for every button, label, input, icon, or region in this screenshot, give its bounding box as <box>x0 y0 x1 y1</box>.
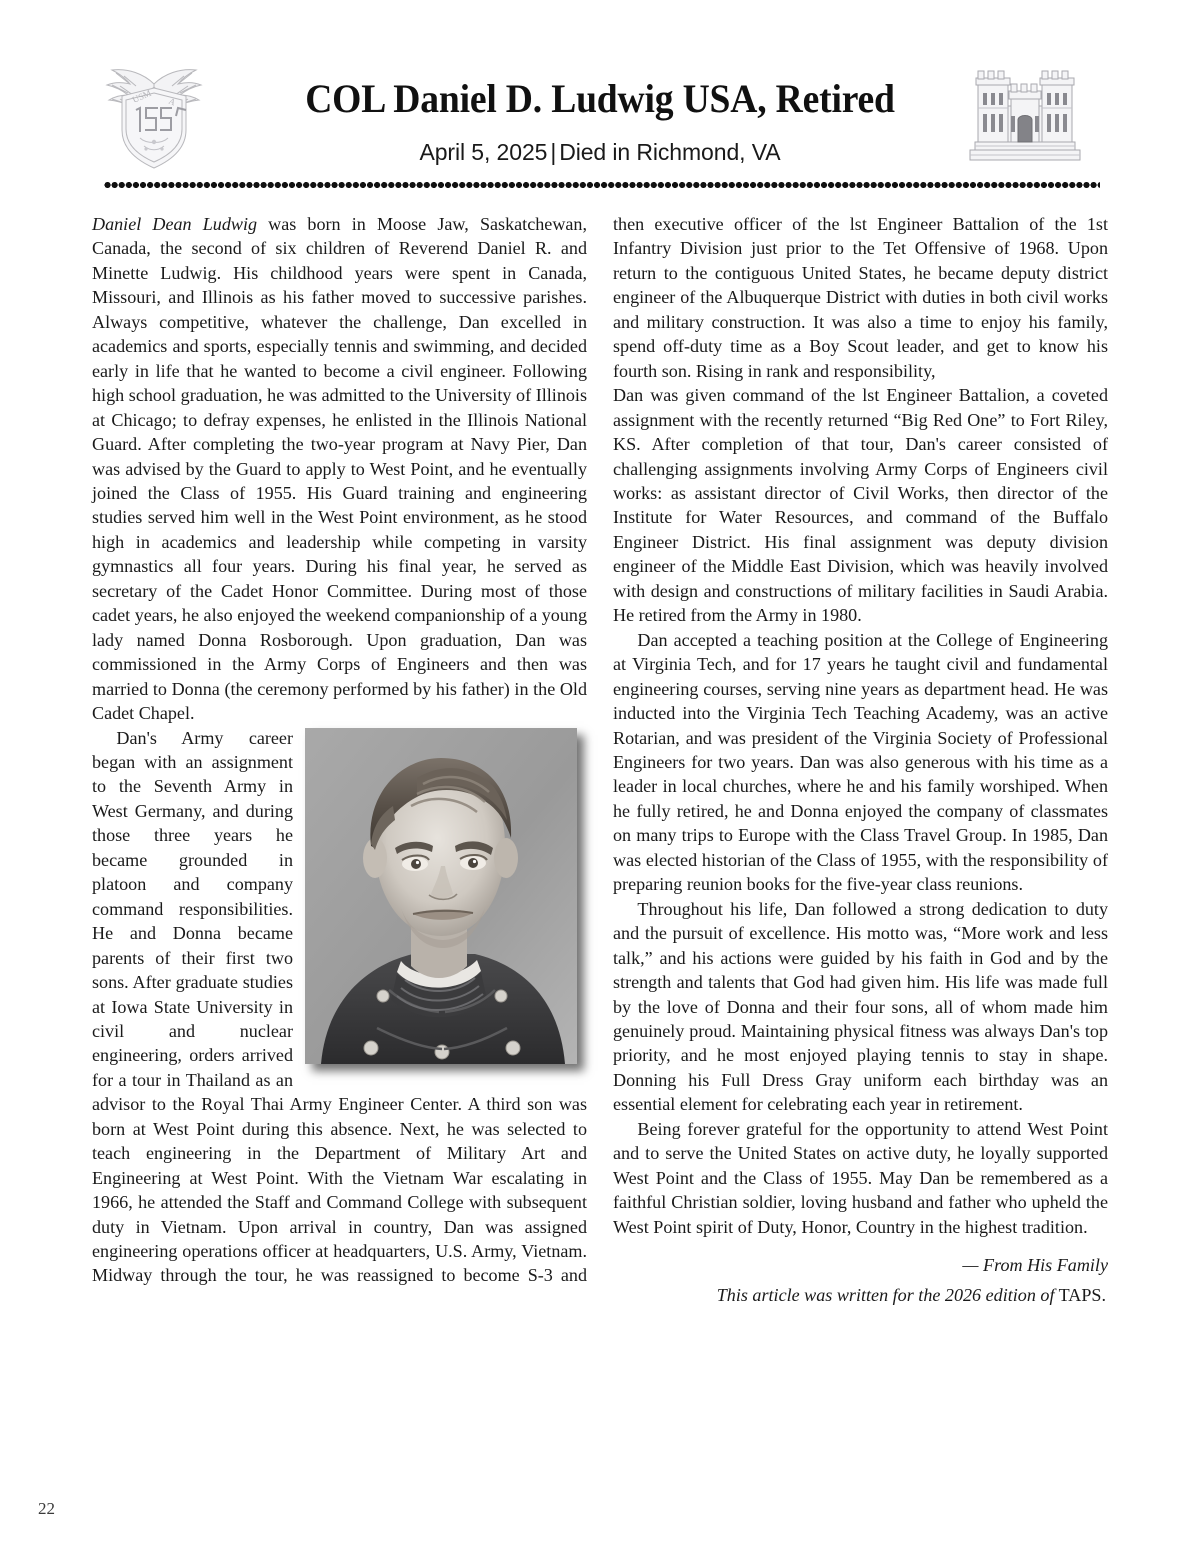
header-divider <box>104 182 1100 188</box>
article-paragraph-1-text: was born in Moose Jaw, Saskatchewan, Canada, the second of six children of Reverend Daniel R. and Minette Ludwig. His childhood years were spent in Canada, Missouri, and Illinois as his father moved to successive parishes. Always competitive, whatever the challenge, Dan excelled in academics and sports, especially tennis and swimming, and decided early in life that he wanted to become a civil engineer. Following high school graduation, he was admitted to the University of Illinois at Chicago; to defray expenses, he enlisted in the Illinois National Guard. After completing the two-year program at Navy Pier, Dan was advised by the Guard to apply to West Point, and he eventually joined the Class of 1955. His Guard training and engineering studies served him well in the West Point environment, as he stood high in academics and leadership while competing in varsity gymnastics all four years. During his final year, he served as secretary of the Cadet Honor Committee. During most of those cadet years, he also enjoyed the weekend companionship of a young lady named Donna Rosborough. Upon graduation, Dan was commissioned in the Army Corps of Engineers and then was married to Donna (the ceremony performed by his father) in the Old Cadet Chapel. <box>92 214 587 724</box>
usma-class-1955-crest-icon <box>100 54 208 172</box>
article-paragraph-2: Dan's Army career began with an assignment to the Seventh Army in West Germany, and during those three years he became grounded in platoon and company command responsibilities. He and Donna became parents of their first two sons. After graduate studies at Iowa State University in civil and nuclear engineering, orders arrived for a tour in Thailand as an advisor to the Royal Thai Army Engineer Center. A third son was born at West Point during this absence. Next, he was selected to teach engineering in the Department of Military Art and Engineering at West Point. With the Vietnam War escalating in 1966, he attended the Staff and Command College with subsequent duty in Vietnam. Upon arrival in country, Dan was assigned engineering operations officer at headquarters, U.S. Army, Vietnam. Midway through the tour, he was reassigned to become S-3 and then executive officer of the lst Engineer Battalion of the 1st Infantry Division just prior to the Tet Offensive of 1968. Upon return to the contiguous United States, he became deputy district engineer of the Albuquerque District with duties in both civil works and military construction. It was also a time to enjoy his family, spend off-duty time as a Boy Scout leader, and get to know his fourth son. Rising in rank and responsibility, <box>92 214 1108 1286</box>
subtitle-separator: | <box>550 139 557 165</box>
subject-name: Daniel Dean Ludwig <box>92 214 258 234</box>
obituary-article <box>92 212 1108 1312</box>
article-paragraph-5: Throughout his life, Dan followed a strong dedication to duty and the pursuit of excellence. His motto was, “More work and less talk,” and his actions were guided by his faith in God and by the strength and talents that God had given him. His life was made full by the love of Donna and their four sons, all of whom made him genuinely proud. Maintaining physical fitness was always Dan's top priority, and he most enjoyed playing tennis to stay in shape. Donning his Full Dress Gray uniform each birthday was an essential element for celebrating each year in retirement. <box>613 898 1108 1115</box>
page-number: 22 <box>38 1499 55 1518</box>
article-byline: — From His Family <box>962 1255 1108 1276</box>
article-paragraph-3: Dan was given command of the lst Engineer Battalion, a coveted assignment with the recently returned “Big Red One” to Fort Riley, KS. After completion of that tour, Dan's career consisted of challenging assignments involving Army Corps of Engineers civil works: as assistant director of Civil Works, then director of the Institute for Water Resources, and command of the Buffalo Engineer District. His final assignment was deputy division engineer of the Middle East Division, which was heavily involved with design and constructions of military facilities in Saudi Arabia. He retired from the Army in 1980. <box>613 385 1108 626</box>
death-location: Died in Richmond, VA <box>559 139 781 165</box>
svg-text:A: A <box>167 95 178 108</box>
svg-text:USM: USM <box>130 87 153 105</box>
page-subtitle <box>242 124 958 168</box>
masthead <box>92 48 1108 174</box>
page-title: COL Daniel D. Ludwig USA, Retired <box>305 76 895 121</box>
corps-of-engineers-castle-icon <box>966 58 1084 168</box>
article-source-note-publication: TAPS. <box>1054 1285 1106 1306</box>
masthead-text-block <box>242 48 958 168</box>
article-source-note <box>613 1277 1108 1307</box>
article-paragraph-6: Being forever grateful for the opportunity to attend West Point and to serve the United States on active duty, he loyally supported West Point and the Class of 1955. May Dan be remembered as a faithful Christian soldier, loving husband and father who upheld the West Point spirit of Duty, Honor, Country in the highest tradition. <box>613 1118 1108 1237</box>
death-date: April 5, 2025 <box>419 139 548 165</box>
portrait-figure <box>305 728 587 1071</box>
cadet-portrait-photo <box>305 728 577 1064</box>
article-paragraph-1 <box>92 212 587 726</box>
article-paragraph-4: Dan accepted a teaching position at the College of Engineering at Virginia Tech, and for 17 years he taught civil and fundamental engineering courses, serving nine years as department head. He was inducted into the Virginia Tech Teaching Academy, was an active Rotarian, and was president of the Virginia Society of Professional Engineers for two years. Dan was also generous with his time as a leader in local churches, where he and his family worshiped. When he fully retired, he and Donna enjoyed the company of classmates on many trips to Europe with the Class Travel Group. In 1985, Dan was elected historian of the Class of 1955, with the responsibility of preparing reunion books for the five-year class reunions. <box>613 629 1108 895</box>
article-source-note-italic: This article was written for the 2026 edition of <box>716 1285 1055 1306</box>
